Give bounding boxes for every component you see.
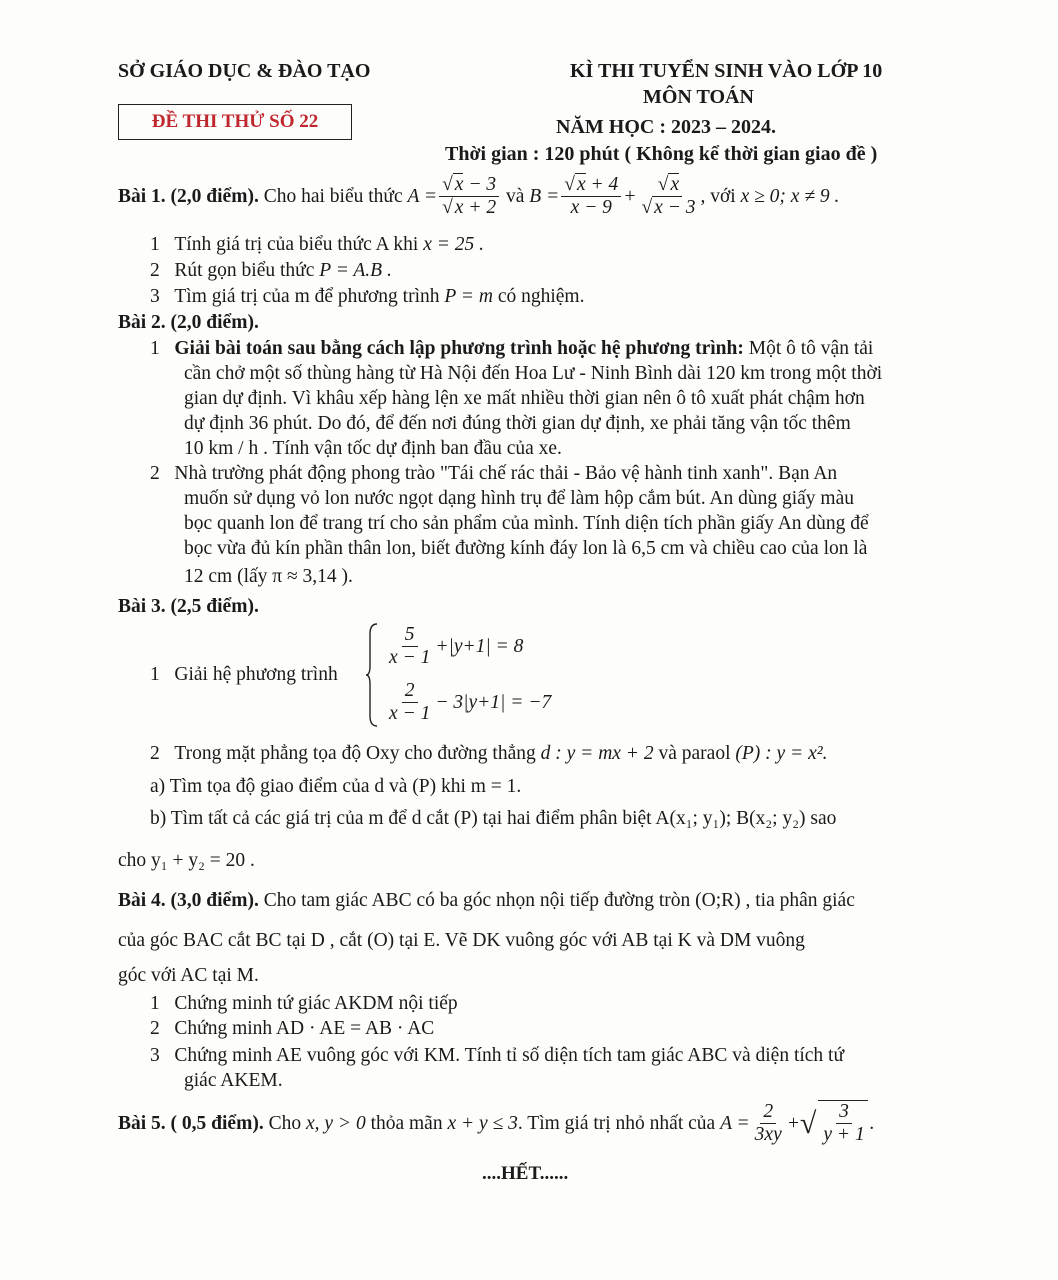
bai1-intro: Cho hai biểu thức — [263, 186, 403, 208]
bai4-item-1: 1 Chứng minh tứ giác AKDM nội tiếp — [150, 993, 458, 1014]
exam-number-box: ĐỀ THI THỬ SỐ 22 — [118, 104, 352, 140]
bai5-statement: Bài 5. ( 0,5 điểm). Cho x, y > 0 thỏa mãn x + y ≤ 3 . Tìm giá trị nhỏ nhất của A = $\frac{2}{3xy}$ + √ $\frac{3}{y + 1}$ . — [118, 1100, 875, 1146]
bai4-item-3: 3 Chứng minh AE vuông góc với KM. Tính tỉ số diện tích tam giác ABC và diện tích tứ — [150, 1045, 845, 1066]
bai2-item-1-line-2: cần chở một số thùng hàng từ Hà Nội đến Hoa Lư - Ninh Bình dài 120 km trong một thời — [184, 363, 883, 384]
bai3-part-a: a) Tìm tọa độ giao điểm của d và (P) khi m = 1. — [150, 776, 522, 797]
bai2-item-1-line-1: 1 Giải bài toán sau bằng cách lập phương trình hoặc hệ phương trình: Một ô tô vận tải — [150, 338, 874, 359]
bai1-item-2: 2 Rút gọn biểu thức P = A.B . — [150, 260, 392, 281]
exam-time: Thời gian : 120 phút ( Không kể thời gian giao đề ) — [445, 143, 878, 165]
bai3-item-2: 2 Trong mặt phẳng tọa độ Oxy cho đường thẳng d : y = mx + 2 và paraol (P) : y = x². — [150, 743, 828, 764]
fraction-b1: $\frac{√ x + 4}{x - 9}$ — [561, 174, 621, 220]
system-brace — [366, 622, 378, 728]
bai4-item-3-cont: giác AKEM. — [184, 1070, 283, 1091]
fraction-a: $\frac{√ x - 3}{√ x + 2}$ — [439, 174, 499, 220]
bai2-item-1-line-3: gian dự định. Vì khâu xếp hàng lện xe mất nhiều thời gian nên ô tô xuất phát chậm hơn — [184, 388, 865, 409]
bai2-item-1-line-5: 10 km / h . Tính vận tốc dự định ban đầu của xe. — [184, 438, 562, 459]
bai1-heading: Bài 1. (2,0 điểm). — [118, 186, 259, 208]
end-marker: ....HẾT...... — [482, 1163, 569, 1184]
bai4-item-2: 2 Chứng minh AD · AE = AB · AC — [150, 1018, 435, 1039]
bai3-heading: Bài 3. (2,5 điểm). — [118, 596, 259, 617]
bai2-item-2-line-4: bọc vừa đủ kín phần thân lon, biết đường kính đáy lon là 6,5 cm và chiều cao của lon là — [184, 538, 868, 559]
exam-title: KÌ THI TUYỂN SINH VÀO LỚP 10 — [570, 60, 883, 82]
bai4-line-3: góc với AC tại M. — [118, 965, 259, 986]
bai2-item-2-line-5: 12 cm (lấy π ≈ 3,14 ). — [184, 566, 353, 587]
expr-a-bai5: A = $\frac{2}{3xy}$ + √ $\frac{3}{y + 1}$ . — [720, 1100, 875, 1146]
subject-title: MÔN TOÁN — [643, 86, 754, 108]
bai2-item-2-line-2: muốn sử dụng vỏ lon nước ngọt dạng hình trụ để làm hộp cắm bút. An dùng giấy màu — [184, 488, 854, 509]
bai2-item-1-line-4: dự định 36 phút. Do đó, để đến nơi đúng thời gian dự định, xe phải tăng vận tốc thêm — [184, 413, 851, 434]
bai2-item-2-line-3: bọc quanh lon để trang trí cho sản phẩm của mình. Tính diện tích phần giấy An dùng để — [184, 513, 869, 534]
system-eq-2: $\frac{2}{x - 1}$ − 3|y+1| = −7 — [389, 680, 552, 725]
system-eq-1: $\frac{5}{x - 1}$ +|y+1| = 8 — [389, 624, 524, 669]
bai1-item-1: 1 Tính giá trị của biểu thức A khi x = 25 . — [150, 234, 485, 255]
expr-b: B = $\frac{√ x + 4}{x - 9}$ + $\frac{√ x}{√ x - 3}$ — [529, 174, 700, 220]
bai4-line-2: của góc BAC cắt BC tại D , cắt (O) tại E. Vẽ DK vuông góc với AB tại K và DM vuông — [118, 930, 805, 951]
bai3-item-1: 1 Giải hệ phương trình — [150, 664, 338, 685]
bai1-statement — [118, 174, 839, 220]
bai2-item-2-line-1: 2 Nhà trường phát động phong trào "Tái chế rác thải - Bảo vệ hành tinh xanh". Bạn An — [150, 463, 838, 484]
school-year: NĂM HỌC : 2023 – 2024. — [556, 116, 776, 138]
bai1-cond-prefix: , với — [700, 186, 736, 208]
department-title: SỞ GIÁO DỤC & ĐÀO TẠO — [118, 60, 371, 82]
bai3-part-b-cont: cho y₁ + y₂ = 20 . — [118, 850, 255, 871]
bai1-and: và — [506, 186, 525, 208]
bai4-line-1: Bài 4. (3,0 điểm). Cho tam giác ABC có ba góc nhọn nội tiếp đường tròn (O;R) , tia phân giác — [118, 890, 855, 911]
fraction-b2: $\frac{√ x}{√ x - 3}$ — [641, 174, 696, 219]
bai2-heading: Bài 2. (2,0 điểm). — [118, 312, 259, 333]
bai1-item-3: 3 Tìm giá trị của m để phương trình P = m có nghiệm. — [150, 286, 585, 307]
bai1-condition: x ≥ 0; x ≠ 9 . — [740, 186, 840, 208]
bai3-part-b: b) Tìm tất cả các giá trị của m để d cắt (P) tại hai điểm phân biệt A(x₁; y₁); B(x₂; y₂) sao — [150, 808, 837, 829]
expr-a: A = $\frac{√ x - 3}{√ x + 2}$ — [408, 174, 502, 220]
